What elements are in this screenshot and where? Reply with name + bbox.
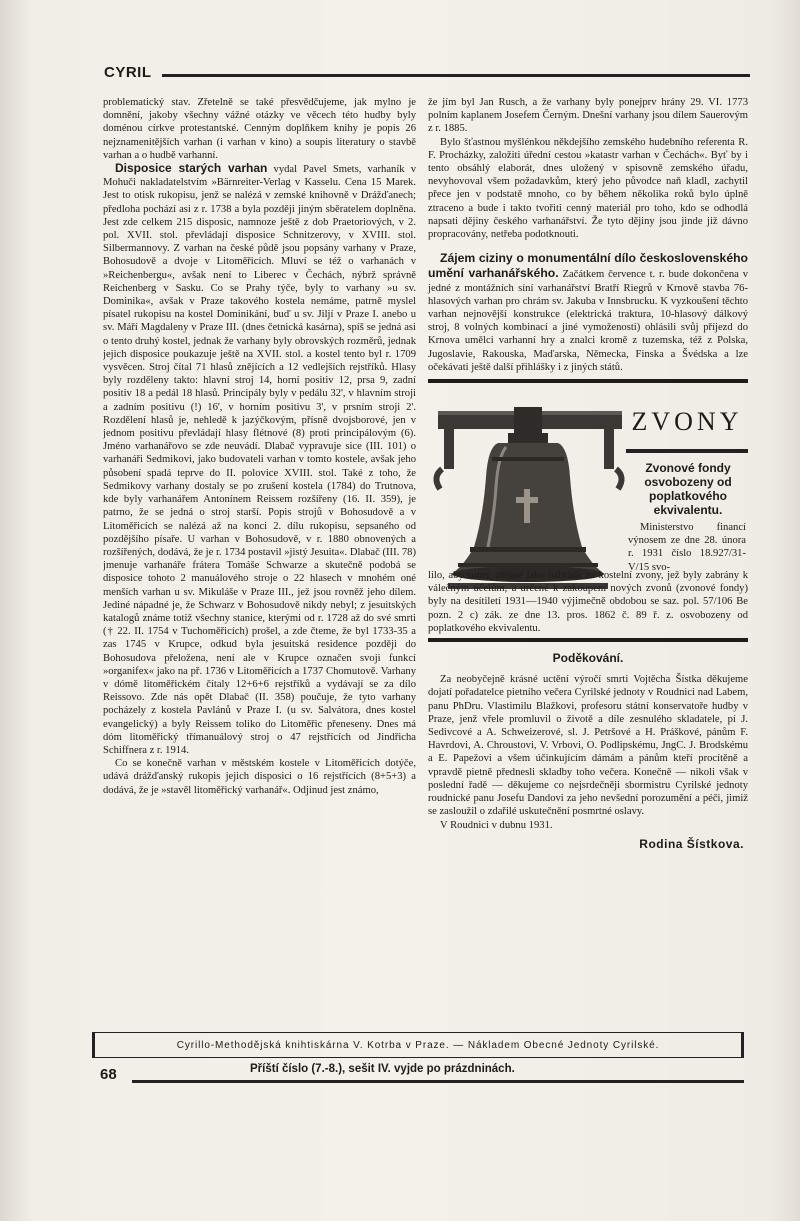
ad-title: ZVONY [631,407,743,437]
imprint-box [92,1032,744,1058]
section-divider [428,638,748,642]
paragraph: že jím byl Jan Rusch, a že varhany byly ponejprv hrány 29. VI. 1773 polním kaplanem Josefem Černým. Dnešní varhany jsou dílem Sauerovým z r. 1885. [428,97,748,135]
ad-body-side [628,521,746,574]
page-number: 68 [100,1066,117,1083]
paragraph: Za neobyčejně krásné uctění výročí smrti Vojtěcha Šístka děkujeme dojatí pořadatelce pietního večera Cyrilské jednoty v Roudnici nad Labem, panu PhDru. Vlastimilu Blažkovi, profesoru státní konservatoře hudby v Praze, jenž vřele promluvil o životě a díle zesnulého skladatele, pí J. Sedivcové a A. Schweizerové, sl. J. Petršové a H. Práškové, pánům F. Havrdovi, A. Chroustovi, V. Vrbovi, O. Podlipskému, JngC. J. Brodskému a E. Papežovi a všem účinkujícím dámám a pánům kteří procítěně a vpravdě pietně přednesli skladby toho večera. Konečně — nikoli však v poslední řadě — děkujeme co nejsrdečněji sbormistru Cyrilské jednoty roudnické panu Josefu Dandovi za jeho nevšední porozumění a péči, jimiž se zasloužil o zdařilé uskutečnění posmrtné oslavy. [428,674,748,818]
imprint-text: Cyrillo-Methodějská knihtiskárna V. Kotrba v Praze. — Nákladem Obecné Jednoty Cyrilské. [176,1039,660,1051]
right-column [428,96,748,1026]
bell-icon [428,397,628,597]
thanks-heading: Poděkování. [552,651,624,666]
section-heading: Zájem ciziny o monumentální dílo československého umění varhanářského. [428,251,748,281]
ad-subtitle: Zvonové fondy osvobozeny od poplatkového ekvivalentu. [644,461,732,518]
paragraph-text: Začátkem července t. r. bude dokončena v jedné z montážních síní varhanářství Bratří Riegrů v Krnově stavba 76-hlasových varhan pro chrám sv. Jakuba v Innsbrucku. K vyzkoušení těchto varhan nejnovější konstrukce (elektrická traktura, 10-hlasový dálkový stroj, 8 volných kombinací a jiné vymoženosti) ohlásili svůj příjezd do Krnova umělci varhanní hry a znalci kromě z tuzemska, též z Polska, Jugoslavie, Rakouska, Maďarska, Německa, Finska a Švédska a lze očekávati ještě další přihlášky i z jiných států. [428,269,748,373]
paragraph: Co se konečně varhan v městském kostele v Litoměřicích dotýče, udává drážďanský rukopis jejich disposici o 16 rejstřících (8+5+3) a dodává, že je »stavěl litoměřický varhanář«. Odjinud jest známo, [103,758,416,796]
running-title: CYRIL [104,64,152,81]
paragraph: Ministerstvo financí výnosem ze dne 28. února r. 1931 číslo 18.927/31-V/15 svo- [628,522,746,573]
next-issue-note: Příští číslo (7.-8.), sešit IV. vyjde po prázdninách. [250,1063,515,1075]
paragraph: Bylo šťastnou myšlénkou někdejšího zemského hudebního referenta R. F. Procházky, založiti úřední cestou »katastr varhan v Čechách«. Byť by i tento obsáhlý elaborát, dnes uložený v spisovně zemského úřadu, nevyhovoval všem požadavkům, který jeho původce naň kladl, zachytil přece jen v podstatě mnoho, co by během několika roků bylo úplně ztraceno a bude i takto tvořiti cenný materiál pro toho, kdo se odhodlá napsati dějiny českého varhanářství. Že tyto dějiny jsou jinde již dávno propracovány, netřeba podotknouti. [428,136,748,241]
place-date: V Roudnici v dubnu 1931. [440,819,553,831]
bottom-rule [132,1080,744,1083]
ad-title-rule [626,449,748,453]
left-column [103,96,416,1016]
ad-body-full: lilo, aby sumy, přijaté jako náhrada za kostelní zvony, jež byly zabrány k válečným účelům, a určené k zakoupení nových zvonů (zvonové fondy) byly na desítiletí 1931—1940 výjimečně obdobou se saz. pol. 57/106 Be pozn. 2 c) zák. ze dne 13. pros. 1862 č. 89 ř. z. osvobozeny od poplatkového ekvivalentu. [428,570,748,634]
paragraph-text: vydal Pavel Smets, varhaník v Mohuči nakladatelstvím »Bärnreiter-Verlag v Kasselu. Cena 15 Marek. Jest to otisk rukopisu, jenž se nalézá v zemské knihovně v Drážďanech; předloha pochází asi z r. 1738 a byla později jiným sběratelem doplněna. Jest zde celkem 215 disposic, namnoze ještě z dob Praetoriových, v 2. pol. XVII. stol. převládají disposice Schnitzerovy, v XVIII. stol. Silbermannovy. Z varhan na české půdě jsou popsány varhany v Praze, Bohosudově a dvoje v Litoměřicích. Mluví se též o varhanách v »Reichenbergu«, avšak není to Liberec v Čechách, nýbrž správně Reichenberg v Sasku. Co se Prahy týče, byly to varhany »u sv. Dominika«, avšak v Praze takového kostela nemáme, patrně myslel písatel rukopisu na kostel Dominikání, buď u sv. Jiljí v Praze I. anebo u sv. Máří Magdaleny v Praze III. (dnes četnická kasárna), spíš se jedná asi o tento druhý kostel, jednak že varhany byly obrovských rozměrů, jednak jejich disposice poukazuje ještě na XVII. stol. a kostel tento byl r. 1709 vysvěcen. Stroj čítal 71 hlasů znějících a 12 vedlejších rejstříků. Hlasy byly rozděleny takto: hlavní stroj 14, horní positiv 12, prsa 9, zadní positiv 18 a pedál 18 hlasů. Principály byly v pedálu 32', v hlavním stroji a zadním positivu (!) 16', v horním positivu 3', v prsním stroji 2'. Rozdělení hlasů je, nehledě k jazýčkovým, přísně dvojsborové, jen v jednom positivu převládají hlasy flétnové (8) proti principálovým (6). Jméno varhanářovo se zde neuvádí. Dlabač vypravuje sice (III. 101) o varhanáři Sedmikovi, jako budovateli varhan v tomto kostele, avšak jeho působení spadá teprve do II. polovice XVIII. stol. Také z toho, že Sedmikovy varhany dostaly se po zrušení kostela (1784) do Trutnova, kde byly varhanářem Antonínem Reissem rozšířeny (16. II. 359), je patrno, že se jedná o stroj starší. Popis strojů v Bohosudově a v Litoměřicích se nalézá až na konci 2. dílu rukopisu, sepsaného od pozdějšího písaře. U varhan v Bohosudově, v r. 1880 obnovených a rozšířených, dodává, že je r. 1734 postavil »jistý Jesuita«. Dlabač (III. 78) jmenuje varhanáře frátera Tomáše Schwarze a skutečně podobá se disposice tohoto 2 manuálového stroje o 22 hlasech v mnohém oné menších varhan u sv. Mikuláše v Praze III., jež jsou rovněž jeho dílem. Jediné nápadné je, že Schwarz v Bohosudově nikdy nebyl; z jesuitských katalogů známe totiž všechny stanice, kterými od r. 1728 až do své smrti († 22. II. 1754 v Tuchoměřicích) prošel, a zde čteme, že byl 1733-35 a zas 1745 v Krupce, odkud byla jesuitská residence později do Bohosudova přeložena, není ale v Krupce označen svoji funkcí »organifex« jako na př. 1736 v Litoměřicích a 1737 Chomutově. Varhany v dómě litoměřickém čítaly 12+6+6 rejstříků a vydávají se za dílo Reissovo. Zde nás opět Dlabač (II. 358) poučuje, že tyto varhany pocházely z kostela Pavlánů v Praze I. (u sv. Salvátora, dnes kostel evangelický) a byly Reissem toliko do Litoměřic přeneseny. Dnes má dóm litoměřický třímanuálový stroj o 47 rejstřících od Jindřicha Schiffnera z r. 1914. [103,164,416,756]
signature-block [428,838,748,852]
paragraph-with-heading [103,162,416,757]
paragraph-with-heading [428,251,748,374]
signature: Rodina Šístkova. [639,836,744,851]
section-title: Disposice starých varhan [115,161,268,176]
page-header [104,62,750,84]
header-rule [162,74,750,77]
section-divider [428,379,748,383]
paragraph: problematický stav. Zřetelně se také přesvědčujeme, jak mylno je domnění, jakoby všechny vážné otázky ve věcech této hudby byly doménou církve protestantské. Cenným doplňkem knihy je popis 26 nejznamenitějších varhan (i varhan v kino) a soupis literatury o stavbě varhan a o hudbě varhanní. [103,97,416,161]
bells-advertisement [428,397,748,632]
